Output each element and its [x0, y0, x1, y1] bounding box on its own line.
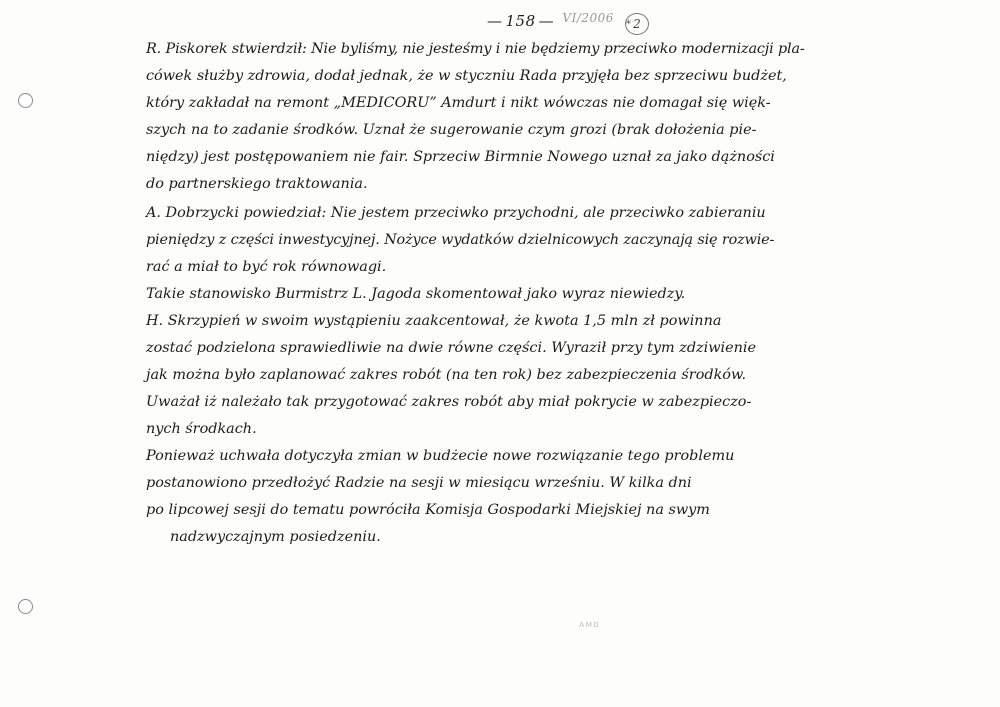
page-header: — 158 — $^{VI/2006}$ 2 *	[484, 11, 649, 35]
circled-number: 2	[625, 13, 649, 35]
text-line: nadzwyczajnym posiedzeniu.	[170, 529, 381, 545]
binder-hole-top-icon	[18, 93, 33, 108]
text-line: rać a miał to być rok równowagi.	[146, 259, 387, 275]
text-line: A. Dobrzycki powiedział: Nie jestem przeciwko przychodni, ale przeciwko zabieraniu	[146, 205, 766, 221]
text-line: cówek służby zdrowia, dodał jednak, że w styczniu Rada przyjęła bez sprzeciwu budżet,	[146, 68, 787, 84]
text-line: jak można było zaplanować zakres robót (na ten rok) bez zabezpieczenia środków.	[146, 367, 747, 383]
text-line: postanowiono przedłożyć Radzie na sesji w miesiącu wrześniu. W kilka dni	[146, 475, 692, 491]
text-line: nych środkach.	[146, 421, 257, 437]
text-line: pieniędzy z części inwestycyjnej. Nożyce wydatków dzielnicowych zaczynają się rozwie-	[146, 232, 775, 248]
text-line: który zakładał na remont „MEDICORU” Amdurt i nikt wówczas nie domagał się więk-	[146, 95, 771, 111]
text-line: po lipcowej sesji do tematu powróciła Komisja Gospodarki Miejskiej na swym	[146, 502, 710, 518]
text-line: szych na to zadanie środków. Uznał że sugerowanie czym grozi (brak dołożenia pie-	[146, 122, 757, 138]
text-line: H. Skrzypień w swoim wystąpieniu zaakcentował, że kwota 1,5 mln zł powinna	[146, 313, 722, 329]
binder-hole-bottom-icon	[18, 599, 33, 614]
page-number: 158	[505, 12, 536, 30]
text-line: zostać podzielona sprawiedliwie na dwie równe części. Wyraził przy tym zdziwienie	[146, 340, 757, 356]
header-mark: *	[626, 19, 632, 30]
header-annotation: VI/2006	[562, 11, 614, 25]
text-line: R. Piskorek stwierdził: Nie byliśmy, nie jesteśmy i nie będziemy przeciwko modernizacji pla-	[146, 41, 805, 57]
handwritten-body	[146, 36, 966, 551]
text-line: Takie stanowisko Burmistrz L. Jagoda skomentował jako wyraz niewiedzy.	[146, 286, 686, 302]
text-line: do partnerskiego traktowania.	[146, 176, 368, 192]
text-line: Ponieważ uchwała dotyczyła zmian w budżecie nowe rozwiązanie tego problemu	[146, 448, 735, 464]
text-line: niędzy) jest postępowaniem nie fair. Sprzeciw Birmnie Nowego uznał za jako dążności	[146, 149, 775, 165]
footer-stamp: ᴀᴍᴅ	[579, 620, 600, 630]
text-line: Uważał iż należało tak przygotować zakres robót aby miał pokrycie w zabezpieczo-	[146, 394, 752, 410]
